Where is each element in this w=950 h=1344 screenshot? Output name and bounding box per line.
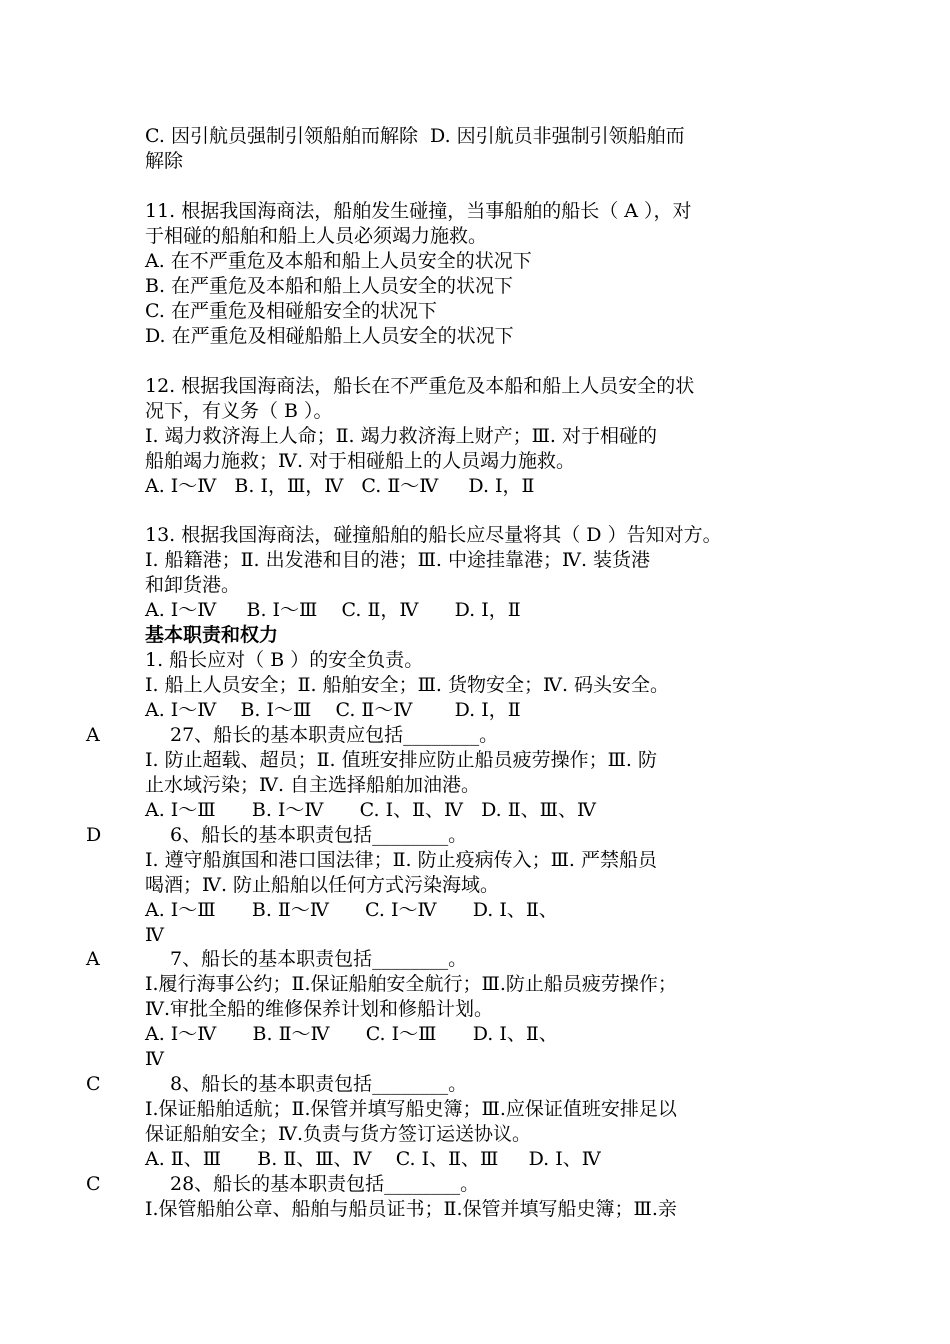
text-line: Ⅰ. 防止超载、超员；Ⅱ. 值班安排应防止船员疲劳操作；Ⅲ. 防 xyxy=(145,749,657,771)
text-line: 喝酒；Ⅳ. 防止船舶以任何方式污染海域。 xyxy=(145,874,500,896)
option-line: A. Ⅰ～Ⅲ B. Ⅱ～Ⅳ C. Ⅰ～Ⅳ D. Ⅰ、Ⅱ、 xyxy=(145,899,558,921)
text-line: 保证船舶安全；Ⅳ.负责与货方签订运送协议。 xyxy=(145,1123,532,1145)
text-line: Ⅰ.保管船舶公章、船舶与船员证书；Ⅱ.保管并填写船史簿；Ⅲ.亲 xyxy=(145,1198,677,1220)
text-line: Ⅳ.审批全船的维修保养计划和修船计划。 xyxy=(145,998,494,1020)
option-line: Ⅳ xyxy=(145,924,164,946)
text-line: 止水域污染；Ⅳ. 自主选择船舶加油港。 xyxy=(145,774,481,796)
option-line: A. Ⅰ～Ⅳ B. Ⅰ～Ⅲ C. Ⅱ～Ⅳ D. Ⅰ，Ⅱ xyxy=(145,699,521,721)
question-7: 7、船长的基本职责包括________。 xyxy=(170,948,468,970)
question-11: 11. 根据我国海商法，船舶发生碰撞，当事船舶的船长（ A ），对 xyxy=(145,200,692,222)
question-8: 8、船长的基本职责包括________。 xyxy=(170,1073,468,1095)
option-line: B. 在严重危及本船和船上人员安全的状况下 xyxy=(145,275,514,297)
text-line: Ⅰ.保证船舶适航；Ⅱ.保管并填写船史簿；Ⅲ.应保证值班安排足以 xyxy=(145,1098,677,1120)
section-heading: 基本职责和权力 xyxy=(145,624,279,646)
text-line: Ⅰ.履行海事公约；Ⅱ.保证船舶安全航行；Ⅲ.防止船员疲劳操作； xyxy=(145,973,677,995)
text-line: Ⅰ. 竭力救济海上人命；Ⅱ. 竭力救济海上财产；Ⅲ. 对于相碰的 xyxy=(145,425,657,447)
option-line: A. Ⅰ～Ⅲ B. Ⅰ～Ⅳ C. Ⅰ、Ⅱ、Ⅳ D. Ⅱ、Ⅲ、Ⅳ xyxy=(145,799,596,821)
question-13: 13. 根据我国海商法，碰撞船舶的船长应尽量将其（ D ）告知对方。 xyxy=(145,524,722,546)
option-line: A. 在不严重危及本船和船上人员安全的状况下 xyxy=(145,250,532,272)
option-line: Ⅳ xyxy=(145,1048,164,1070)
option-line: A. Ⅰ～Ⅳ B. Ⅱ～Ⅳ C. Ⅰ～Ⅲ D. Ⅰ、Ⅱ、 xyxy=(145,1023,558,1045)
text-line: 于相碰的船舶和船上人员必须竭力施救。 xyxy=(145,225,488,247)
option-line: A. Ⅰ～Ⅳ B. Ⅰ～Ⅲ C. Ⅱ，Ⅳ D. Ⅰ，Ⅱ xyxy=(145,599,521,621)
question-28: 28、船长的基本职责包括________。 xyxy=(170,1173,480,1195)
answer-marker: A xyxy=(86,724,100,746)
option-line: D. 在严重危及相碰船船上人员安全的状况下 xyxy=(145,325,514,347)
text-line: C. 因引航员强制引领船舶而解除 D. 因引航员非强制引领船舶而 xyxy=(145,125,685,147)
question-27: 27、船长的基本职责应包括________。 xyxy=(170,724,499,746)
option-line: C. 在严重危及相碰船安全的状况下 xyxy=(145,300,437,322)
option-line: A. Ⅱ、Ⅲ B. Ⅱ、Ⅲ、Ⅳ C. Ⅰ、Ⅱ、Ⅲ D. Ⅰ、Ⅳ xyxy=(145,1148,601,1170)
text-line: Ⅰ. 船上人员安全；Ⅱ. 船舶安全；Ⅲ. 货物安全；Ⅳ. 码头安全。 xyxy=(145,674,670,696)
question-1: 1. 船长应对（ B ）的安全负责。 xyxy=(145,649,424,671)
option-line: A. Ⅰ～Ⅳ B. Ⅰ，Ⅲ，Ⅳ C. Ⅱ～Ⅳ D. Ⅰ，Ⅱ xyxy=(145,475,535,497)
answer-marker: A xyxy=(86,948,100,970)
answer-marker: D xyxy=(86,824,102,846)
question-12: 12. 根据我国海商法，船长在不严重危及本船和船上人员安全的状 xyxy=(145,375,695,397)
text-line: Ⅰ. 遵守船旗国和港口国法律；Ⅱ. 防止疫病传入；Ⅲ. 严禁船员 xyxy=(145,849,657,871)
answer-marker: C xyxy=(86,1073,101,1095)
question-6: 6、船长的基本职责包括________。 xyxy=(170,824,468,846)
text-line: 解除 xyxy=(145,150,184,172)
answer-marker: C xyxy=(86,1173,101,1195)
text-line: Ⅰ. 船籍港；Ⅱ. 出发港和目的港；Ⅲ. 中途挂靠港；Ⅳ. 装货港 xyxy=(145,549,651,571)
text-line: 况下，有义务（ B ）。 xyxy=(145,400,333,422)
text-line: 和卸货港。 xyxy=(145,574,241,596)
text-line: 船舶竭力施救；Ⅳ. 对于相碰船上的人员竭力施救。 xyxy=(145,450,576,472)
